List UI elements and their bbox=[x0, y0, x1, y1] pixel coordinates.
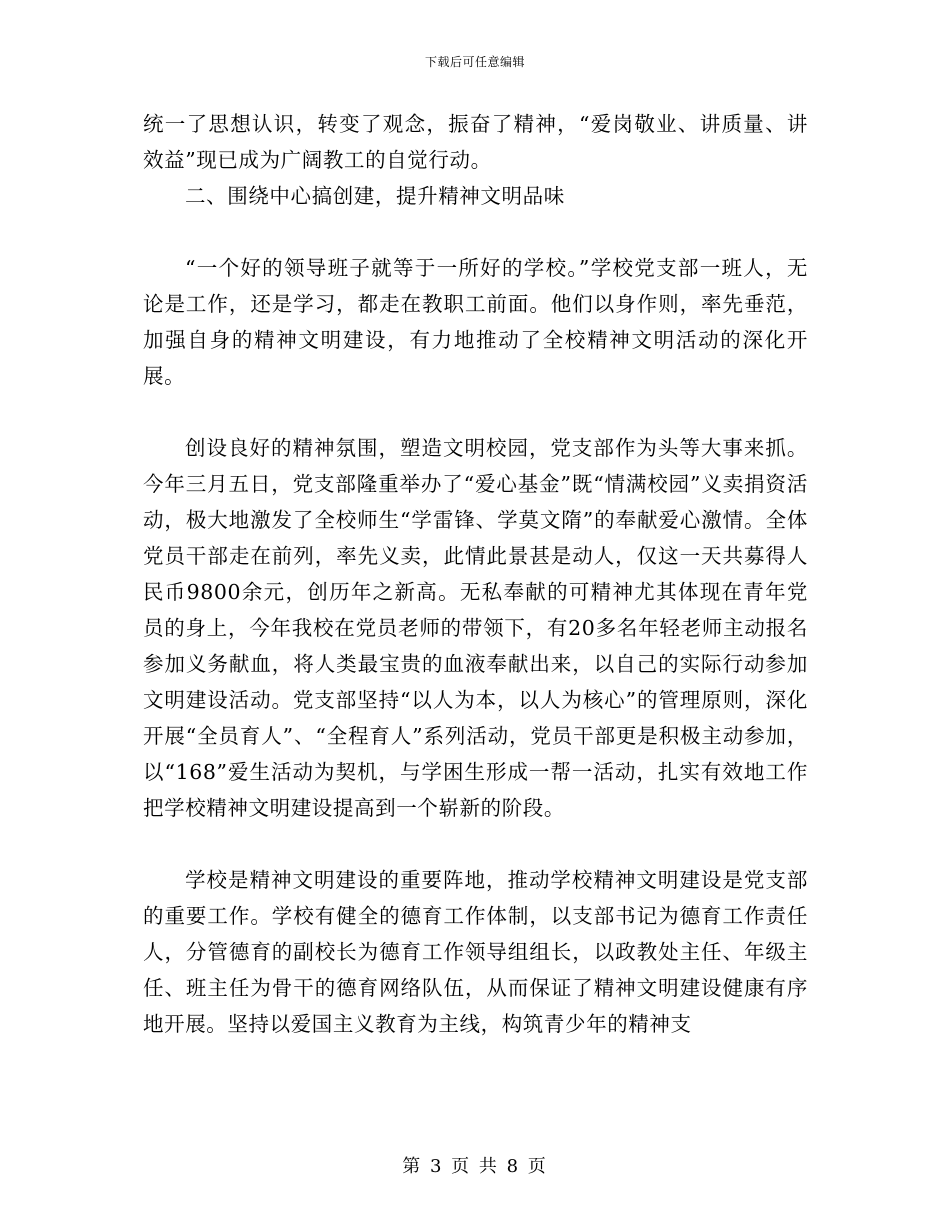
section-heading: 二、围绕中心搞创建，提升精神文明品味 bbox=[185, 184, 565, 208]
paragraph-leadership: “一个好的领导班子就等于一所好的学校。”学校党支部一班人，无论是工作，还是学习，都走在教职工前面。他们以身作则，率先垂范，加强自身的精神文明建设，有力地推动了全校精神文明活动的深化开展。 bbox=[143, 256, 808, 388]
paragraph-continuation: 统一了思想认识，转变了观念，振奋了精神，“爱岗敬业、讲质量、讲效益”现已成为广阔教工的自觉行动。 bbox=[143, 112, 808, 172]
paragraph-campus-culture: 创设良好的精神氛围，塑造文明校园，党支部作为头等大事来抓。今年三月五日，党支部隆重举办了“爱心基金”既“情满校园”义卖捐资活动，极大地激发了全校师生“学雷锋、学莫文隋”的奉献爱心激情。全体党员干部走在前列，率先义卖，此情此景甚是动人，仅这一天共募得人民币9800余元，创历年之新高。无私奉献的可精神尤其体现在青年党员的身上，今年我校在党员老师的带领下，有20多名年轻老师主动报名参加义务献血，将人类最宝贵的血液奉献出来，以自己的实际行动参加文明建设活动。党支部坚持“以人为本，以人为核心”的管理原则，深化开展“全员育人”、“全程育人”系列活动，党员干部更是积极主动参加，以“168”爱生活动为契机，与学困生形成一帮一活动，扎实有效地工作把学校精神文明建设提高到一个崭新的阶段。 bbox=[143, 436, 808, 820]
document-body bbox=[143, 106, 808, 1042]
page-footer: 第 3 页 共 8 页 bbox=[402, 1156, 548, 1177]
paragraph-moral-education: 学校是精神文明建设的重要阵地，推动学校精神文明建设是党支部的重要工作。学校有健全的德育工作体制，以支部书记为德育工作责任人，分管德育的副校长为德育工作领导组组长，以政教处主任、年级主任、班主任为骨干的德育网络队伍，从而保证了精神文明建设健康有序地开展。坚持以爱国主义教育为主线，构筑青少年的精神支 bbox=[143, 868, 808, 1036]
page-header: 下载后可任意编辑 bbox=[424, 55, 525, 69]
